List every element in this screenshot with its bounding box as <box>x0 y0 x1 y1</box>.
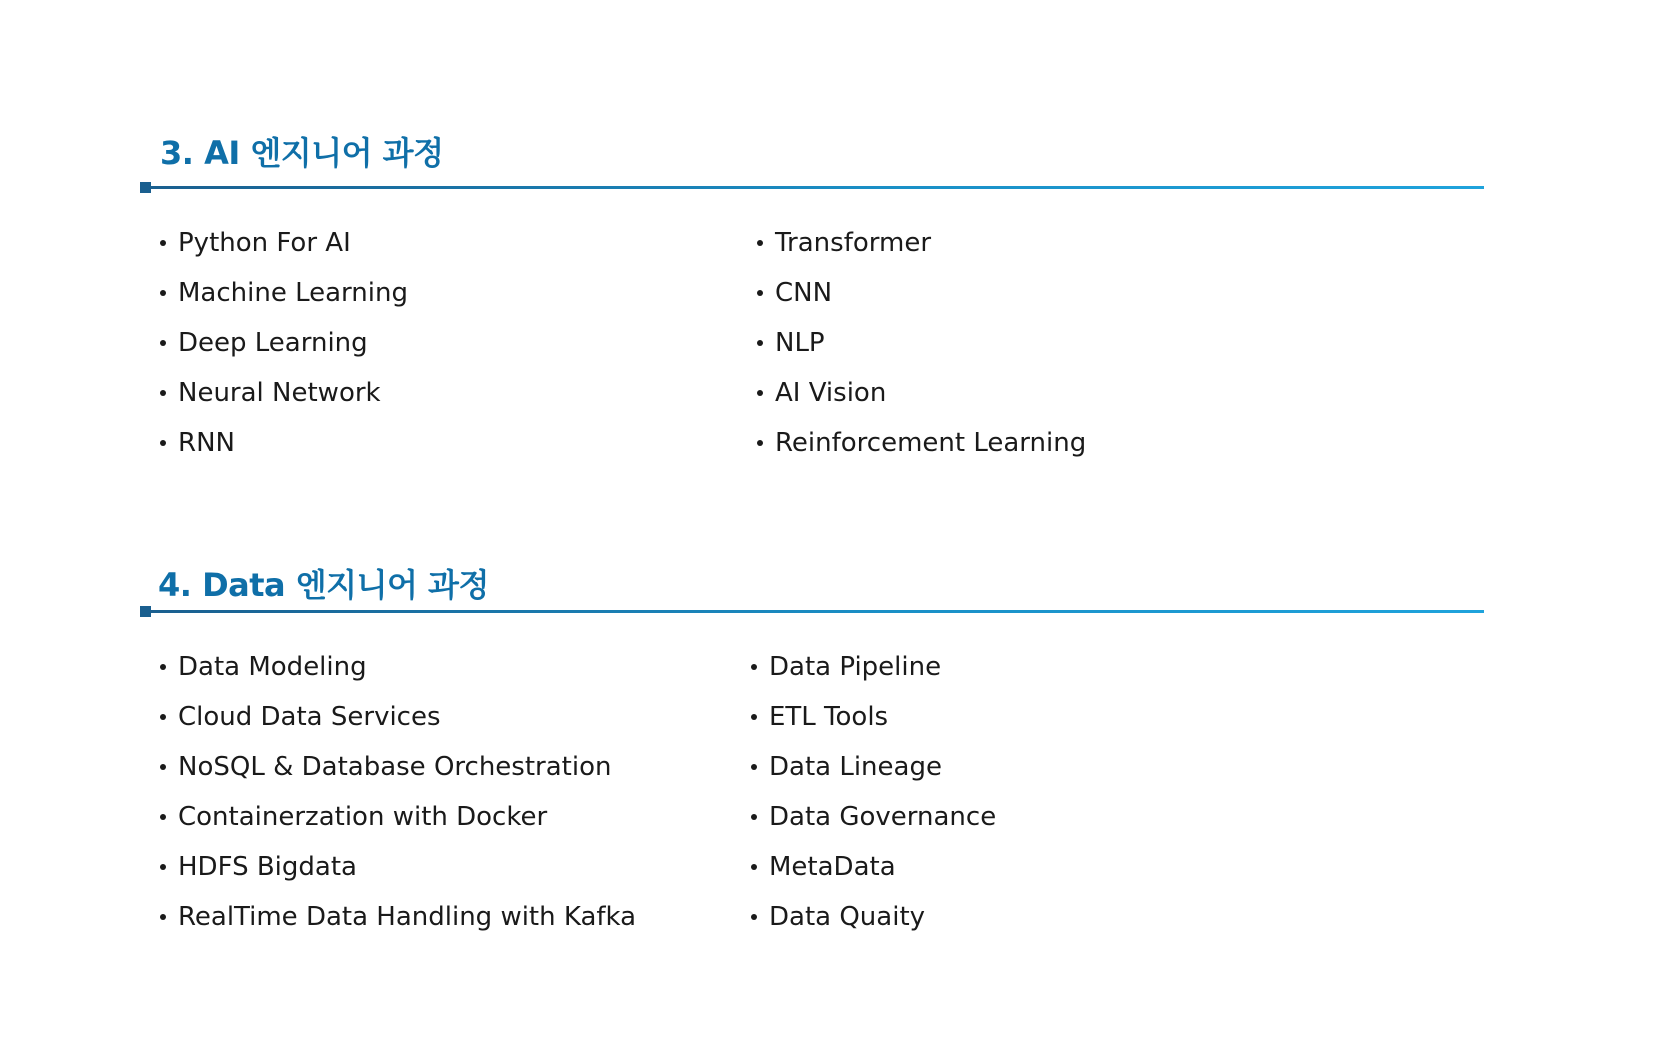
bullet-icon <box>160 914 166 920</box>
list-item: Machine Learning <box>160 268 408 318</box>
list-item: Transformer <box>757 218 1086 268</box>
bullet-icon <box>160 764 166 770</box>
section-title: 3. AI 엔지니어 과정 <box>160 134 444 172</box>
list-item: NoSQL & Database Orchestration <box>160 742 636 792</box>
bullet-icon <box>160 864 166 870</box>
bullet-icon <box>160 390 166 396</box>
list-item: AI Vision <box>757 368 1086 418</box>
title-divider <box>146 186 1484 189</box>
section-title: 4. Data 엔지니어 과정 <box>158 566 489 604</box>
list-item: Containerzation with Docker <box>160 792 636 842</box>
list-item: Data Modeling <box>160 642 636 692</box>
list-item: Data Pipeline <box>751 642 996 692</box>
list-item: MetaData <box>751 842 996 892</box>
bullet-icon <box>757 390 763 396</box>
list-item: Cloud Data Services <box>160 692 636 742</box>
bullet-icon <box>757 290 763 296</box>
list-item: Deep Learning <box>160 318 408 368</box>
list-item: RealTime Data Handling with Kafka <box>160 892 636 942</box>
list-item: CNN <box>757 268 1086 318</box>
topic-list-right <box>751 642 996 942</box>
title-divider <box>146 610 1484 613</box>
list-item: ETL Tools <box>751 692 996 742</box>
topic-list-left <box>160 218 408 468</box>
bullet-icon <box>757 440 763 446</box>
list-item: Data Quaity <box>751 892 996 942</box>
bullet-icon <box>757 240 763 246</box>
list-item: Reinforcement Learning <box>757 418 1086 468</box>
bullet-icon <box>160 814 166 820</box>
list-item: Neural Network <box>160 368 408 418</box>
bullet-icon <box>751 914 757 920</box>
list-item: RNN <box>160 418 408 468</box>
bullet-icon <box>160 714 166 720</box>
bullet-icon <box>751 814 757 820</box>
bullet-icon <box>757 340 763 346</box>
bullet-icon <box>751 864 757 870</box>
list-item: Data Lineage <box>751 742 996 792</box>
bullet-icon <box>160 440 166 446</box>
bullet-icon <box>160 290 166 296</box>
topic-list-left <box>160 642 636 942</box>
topic-list-right <box>757 218 1086 468</box>
list-item: HDFS Bigdata <box>160 842 636 892</box>
bullet-icon <box>751 714 757 720</box>
list-item: Data Governance <box>751 792 996 842</box>
bullet-icon <box>160 664 166 670</box>
list-item: NLP <box>757 318 1086 368</box>
bullet-icon <box>751 764 757 770</box>
bullet-icon <box>160 340 166 346</box>
bullet-icon <box>160 240 166 246</box>
bullet-icon <box>751 664 757 670</box>
list-item: Python For AI <box>160 218 408 268</box>
